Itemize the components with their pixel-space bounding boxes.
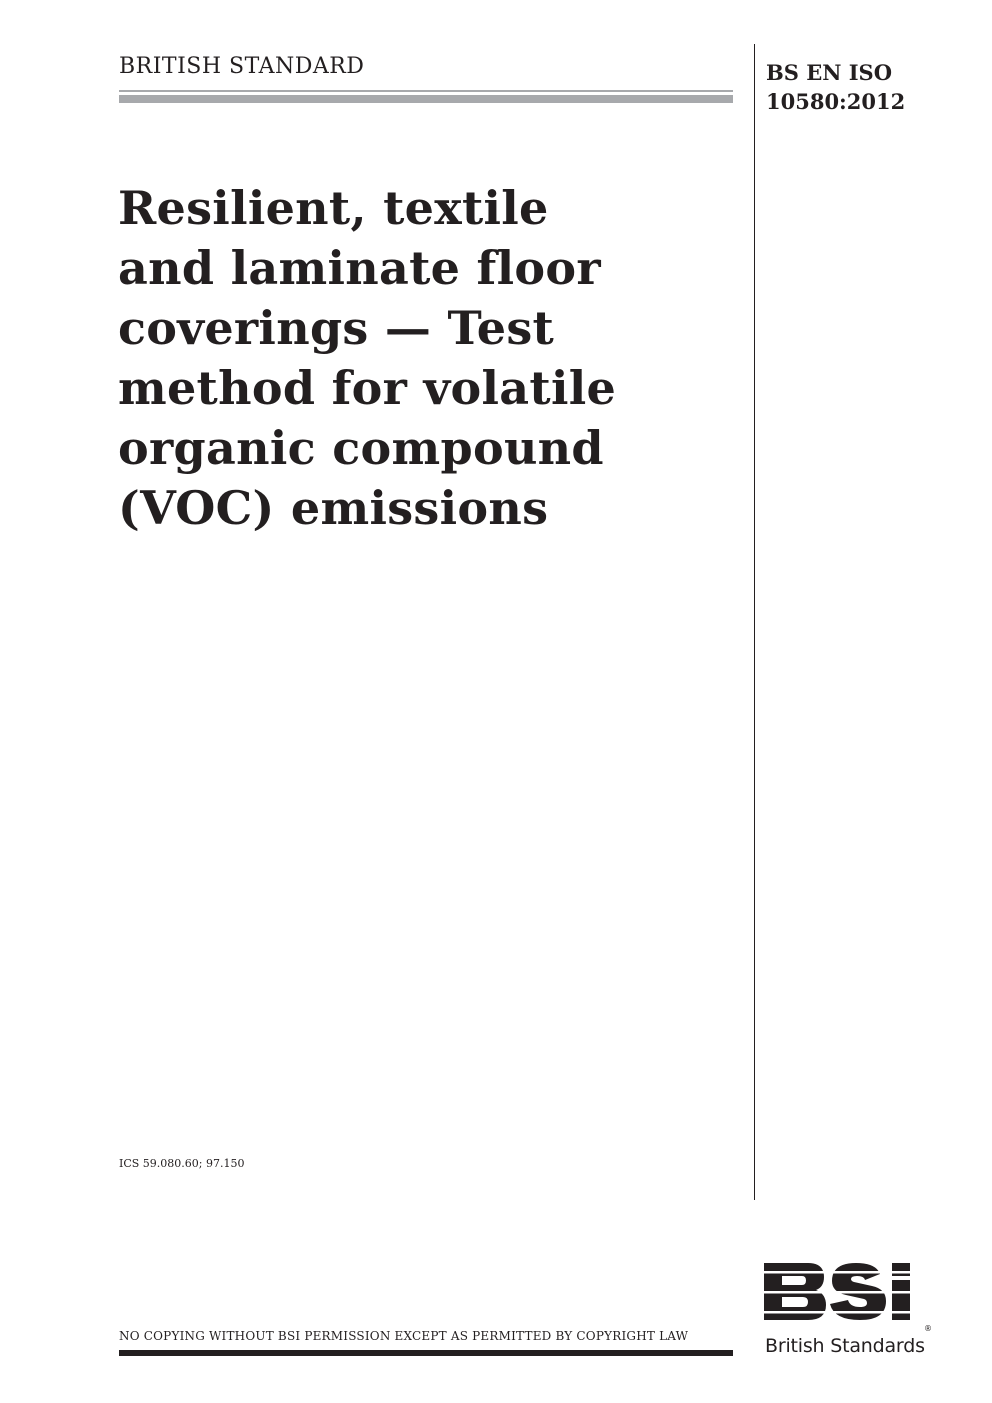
header-rule-thin (119, 90, 733, 92)
copyright-notice: NO COPYING WITHOUT BSI PERMISSION EXCEPT AS PERMITTED BY COPYRIGHT LAW (119, 1329, 689, 1343)
standard-number-line-2: 10580:2012 (766, 89, 906, 114)
title-line-2: and laminate floor (118, 241, 601, 295)
title-line-3: coverings — Test (118, 301, 555, 355)
title-line-6: (VOC) emissions (118, 481, 549, 535)
document-title (118, 178, 738, 538)
title-line-5: organic compound (118, 421, 604, 475)
header-label: BRITISH STANDARD (119, 54, 365, 79)
standard-number (766, 58, 905, 116)
title-line-1: Resilient, textile (118, 181, 549, 235)
header-rule-thick (119, 95, 733, 103)
title-line-4: method for volatile (118, 361, 617, 415)
ics-code: ICS 59.080.60; 97.150 (119, 1157, 245, 1170)
bsi-logo-mark (764, 1258, 936, 1338)
vertical-rule (754, 44, 755, 1200)
standard-number-line-1: BS EN ISO (766, 60, 893, 85)
bottom-rule (119, 1350, 733, 1356)
registered-symbol: ® (924, 1324, 932, 1333)
logo-caption: British Standards (765, 1335, 925, 1357)
